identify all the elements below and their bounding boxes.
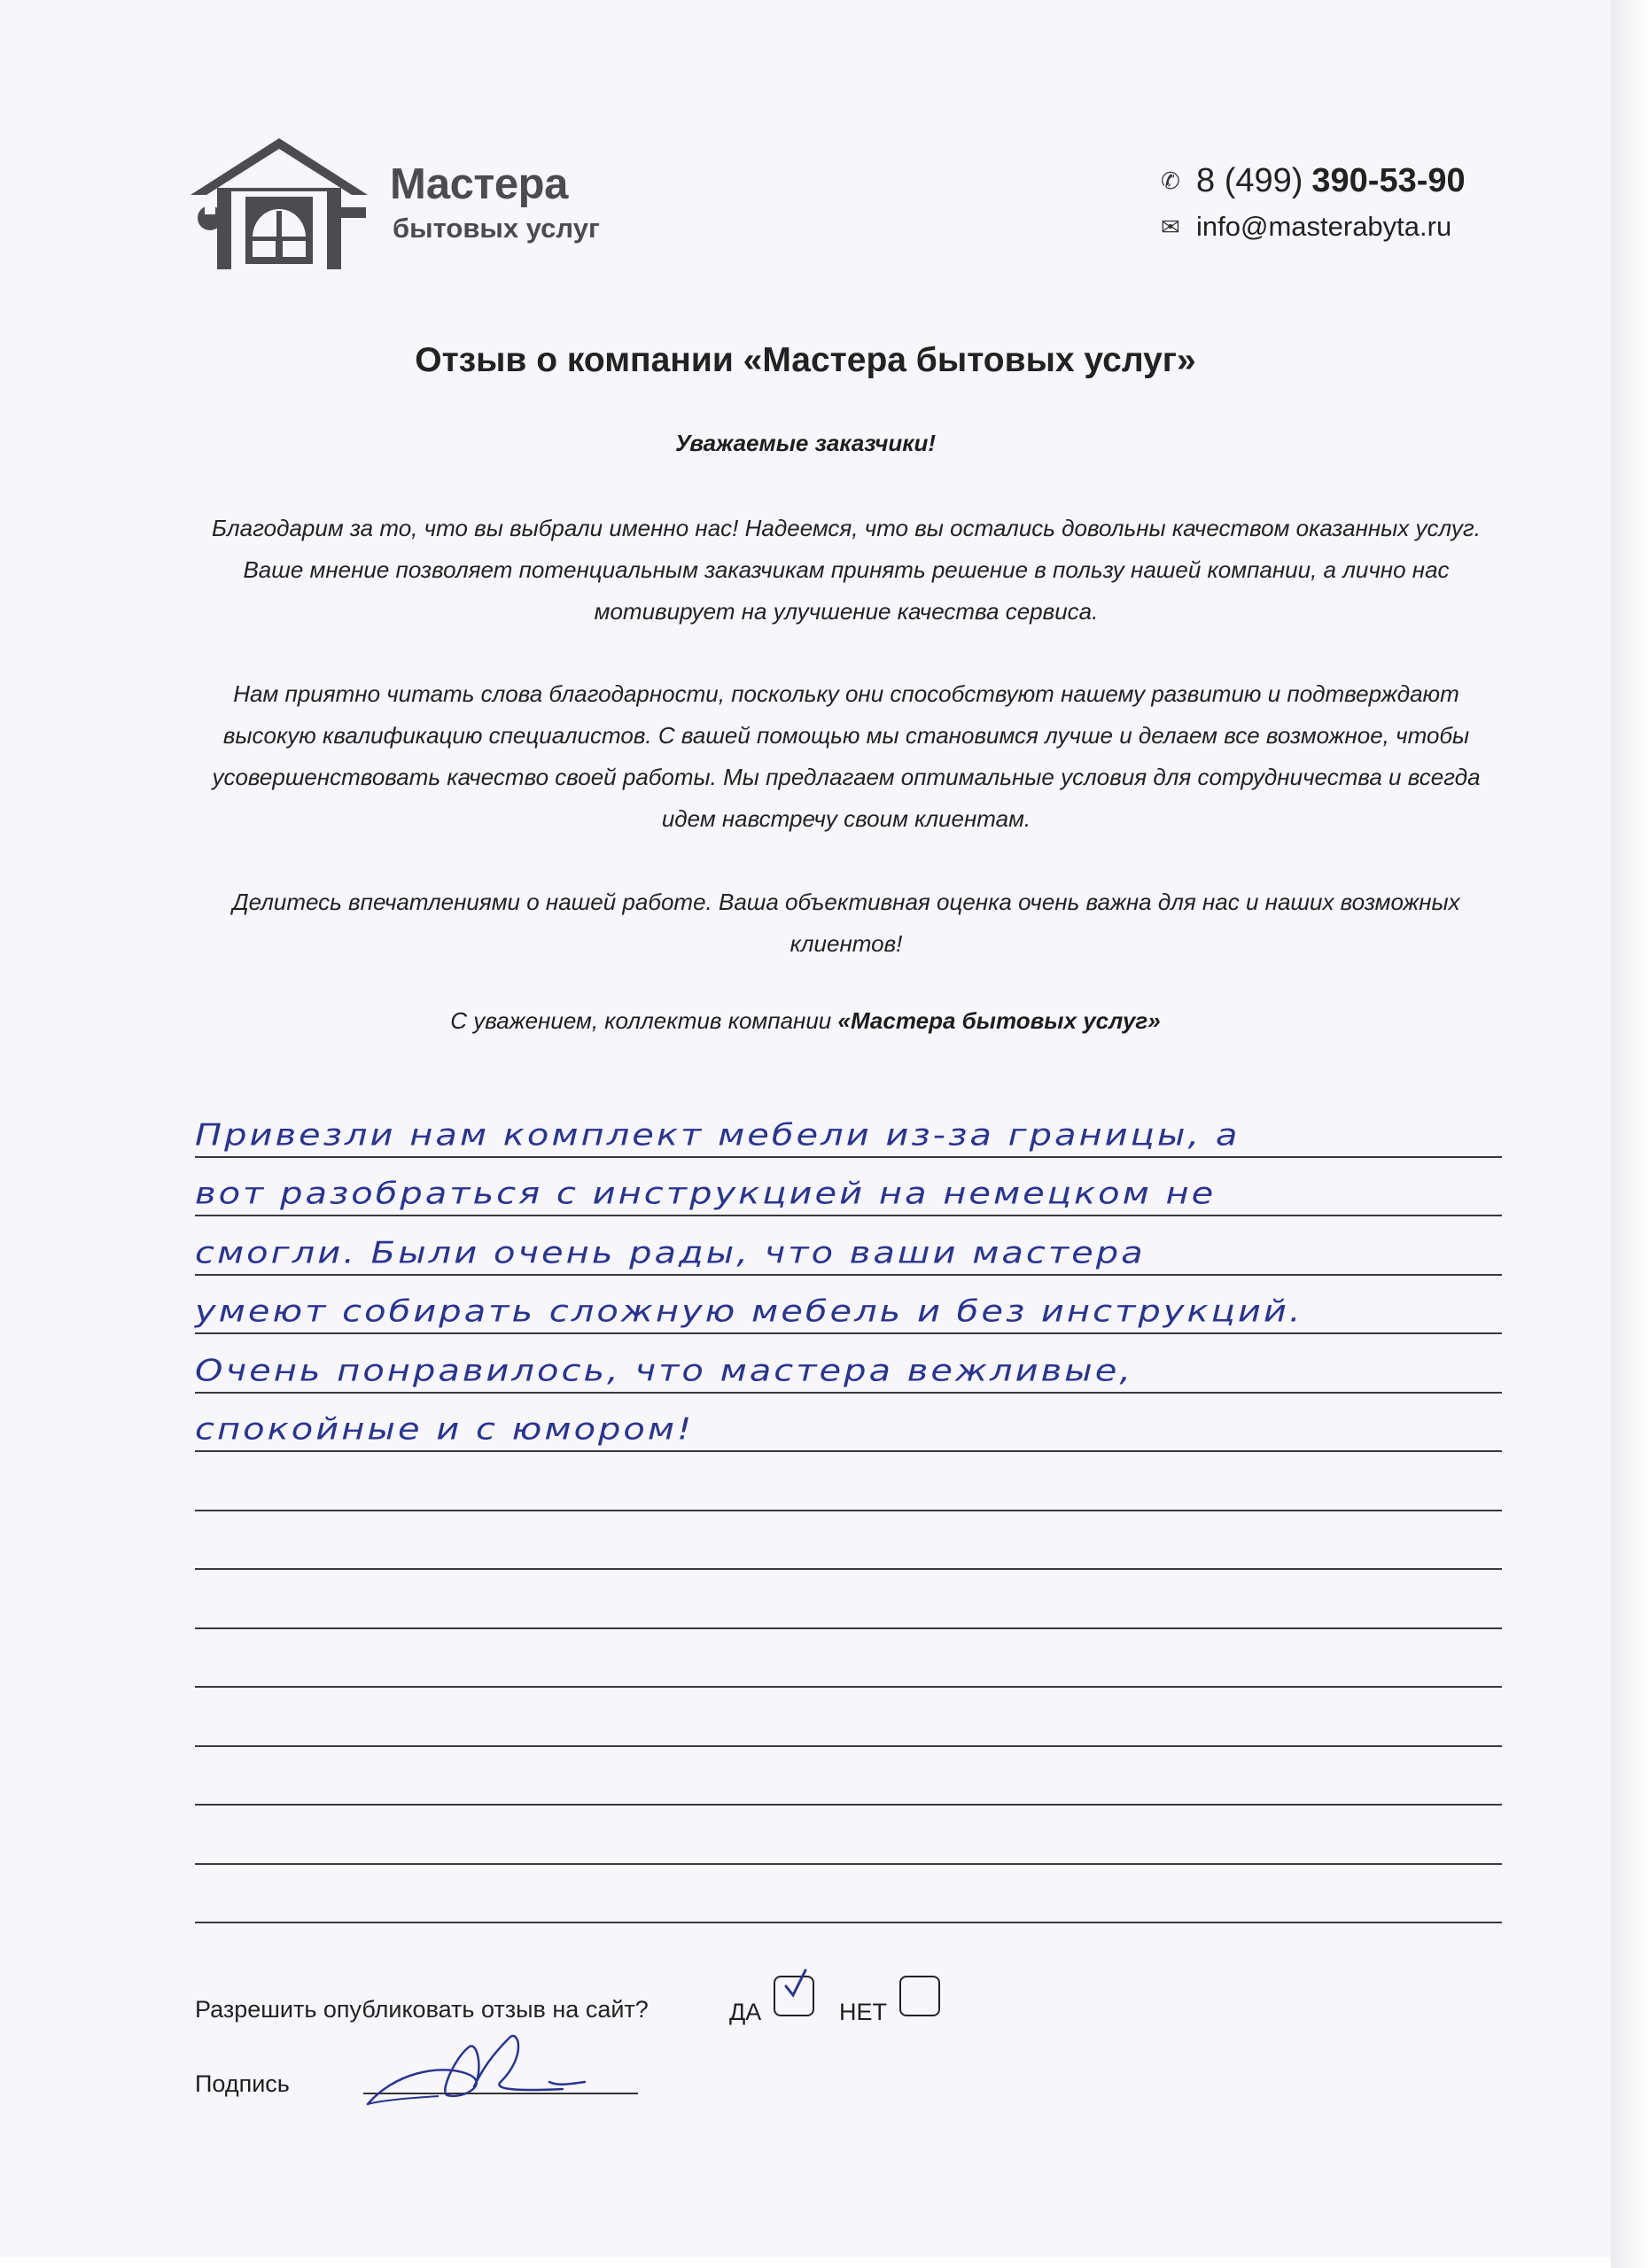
review-line[interactable] <box>195 1747 1502 1806</box>
closing-line <box>0 1007 1611 1035</box>
review-line[interactable] <box>195 1629 1502 1689</box>
review-line[interactable] <box>195 1216 1502 1276</box>
review-text: вот разобраться с инструкцией на немецком не <box>195 1176 1217 1211</box>
review-line[interactable] <box>195 1452 1502 1511</box>
contacts-block <box>1161 158 1497 250</box>
page-title: Отзыв о компании «Мастера бытовых услуг» <box>415 341 1196 379</box>
review-line[interactable] <box>195 1806 1502 1865</box>
phone-icon: ✆ <box>1161 167 1180 194</box>
handwritten-signature <box>359 2020 607 2117</box>
brand-subtitle: бытовых услуг <box>393 213 600 244</box>
closing-prefix: С уважением, коллектив компании <box>450 1007 838 1034</box>
review-text: Привезли нам комплект мебели из-за границы, а <box>195 1117 1241 1153</box>
house-tools-icon <box>191 133 368 275</box>
review-text: умеют собирать сложную мебель и без инструкций. <box>195 1293 1303 1329</box>
review-line[interactable] <box>195 1570 1502 1629</box>
review-line[interactable] <box>195 1276 1502 1335</box>
phone-row <box>1161 158 1497 204</box>
yes-label: ДА <box>729 1999 762 2025</box>
review-line[interactable] <box>195 1511 1502 1571</box>
review-line[interactable] <box>195 1099 1502 1158</box>
no-checkbox[interactable] <box>899 1976 940 2016</box>
gratitude-paragraph: Нам приятно читать слова благодарности, поскольку они способствуют нашему развитию и подтверждают высокую квалификацию специалистов. С вашей помощью мы становимся лучше и делаем все возможное, чтобы усовершенствовать качество своей работы. Мы предлагаем оптимальные условия для сотрудничества и всегда идем навстречу своим клиентам. <box>212 680 1481 832</box>
review-text: Очень понравилось, что мастера вежливые, <box>195 1353 1134 1388</box>
phone-number: 390-53-90 <box>1311 161 1466 199</box>
invitation-paragraph: Делитесь впечатлениями о нашей работе. Ваша объективная оценка очень важна для нас и наших возможных клиентов! <box>232 889 1460 957</box>
no-label: НЕТ <box>839 1999 887 2025</box>
review-line[interactable] <box>195 1688 1502 1747</box>
review-line[interactable] <box>195 1394 1502 1453</box>
signature-label: Подпись <box>195 2070 290 2097</box>
review-line[interactable] <box>195 1865 1502 1924</box>
envelope-icon: ✉ <box>1161 213 1180 240</box>
review-text: спокойные и с юмором! <box>195 1411 695 1447</box>
email-row <box>1161 204 1497 250</box>
company-logo <box>191 133 634 279</box>
review-line[interactable] <box>195 1158 1502 1217</box>
phone-prefix: 8 (499) <box>1196 161 1303 199</box>
closing-company: «Мастера бытовых услуг» <box>837 1007 1161 1034</box>
review-text: смогли. Были очень рады, что ваши мастера <box>195 1235 1146 1270</box>
review-line[interactable] <box>195 1334 1502 1394</box>
email-address: info@masterabyta.ru <box>1196 211 1452 242</box>
checkmark-icon <box>782 1969 809 2004</box>
greeting: Уважаемые заказчики! <box>674 430 937 456</box>
publish-question: Разрешить опубликовать отзыв на сайт? <box>195 1996 649 2023</box>
intro-paragraph: Благодарим за то, что вы выбрали именно нас! Надеемся, что вы остались довольны качеством оказанных услуг. Ваше мнение позволяет потенциальным заказчикам принять решение в пользу нашей компании, а лично нас мотивирует на улучшение качества сервиса. <box>212 515 1481 625</box>
scan-edge <box>1611 0 1649 2268</box>
review-lines[interactable] <box>195 1099 1502 1923</box>
brand-name: Мастера <box>390 160 568 208</box>
